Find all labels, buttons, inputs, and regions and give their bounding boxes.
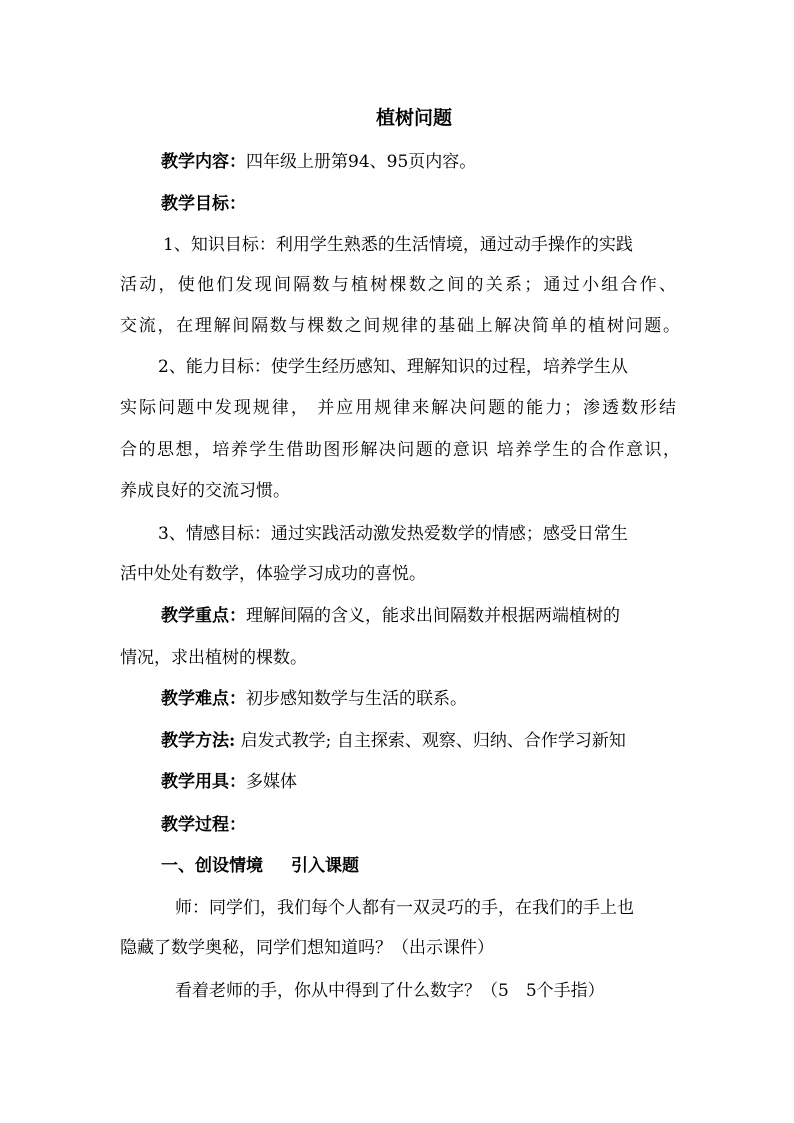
section1-subtitle: 引入课题: [291, 856, 359, 876]
section1-heading: [161, 855, 359, 877]
key-points: [161, 605, 620, 627]
teaching-methods-text: 启发式教学; 自主探索、观察、归纳、合作学习新知: [235, 731, 626, 751]
objective2-line3: 合的思想，培养学生借助图形解决问题的意识 培养学生的合作意识，: [120, 440, 680, 460]
objective1-line3: 交流，在理解间隔数与棵数之间规律的基础上解决简单的植树问题。: [120, 316, 680, 336]
hand-question: 看着老师的手，你从中得到了什么数字？（5 5个手指）: [175, 981, 605, 1001]
objective2-line4: 养成良好的交流习惯。: [120, 481, 290, 501]
teaching-methods: [161, 730, 626, 752]
page-title: 植树问题: [376, 107, 453, 129]
objectives-heading: 教学目标：: [161, 194, 246, 214]
teaching-tools: [161, 771, 297, 793]
objective3-line1: 3、情感目标：通过实践活动激发热爱数学的情感；感受日常生: [158, 524, 628, 544]
teaching-tools-text: 多媒体: [246, 772, 297, 792]
teaching-content-text: 四年级上册第94、95页内容。: [246, 152, 477, 172]
teaching-content-label: 教学内容：: [161, 152, 246, 172]
key-points-label: 教学重点：: [161, 606, 246, 626]
teacher-speech-line2: 隐藏了数学奥秘，同学们想知道吗？（出示课件）: [120, 938, 494, 958]
objective2-line2: 实际问题中发现规律， 并应用规律来解决问题的能力；渗透数形结: [120, 398, 676, 418]
teaching-tools-label: 教学用具：: [161, 772, 246, 792]
section1-title: 一、创设情境: [161, 856, 263, 876]
difficulty-text: 初步感知数学与生活的联系。: [246, 689, 467, 709]
key-points-text-line2: 情况，求出植树的棵数。: [120, 648, 307, 668]
objective2-line1: 2、能力目标：使学生经历感知、理解知识的过程，培养学生从: [158, 357, 628, 377]
teaching-content: [161, 151, 476, 173]
difficulty-label: 教学难点：: [161, 689, 246, 709]
difficulty: [161, 688, 467, 710]
teaching-methods-label: 教学方法:: [161, 731, 236, 751]
objective1-line1: 1、知识目标：利用学生熟悉的生活情境，通过动手操作的实践: [163, 235, 633, 255]
teacher-speech-line1: 师：同学们，我们每个人都有一双灵巧的手，在我们的手上也: [175, 898, 634, 918]
key-points-text-line1: 理解间隔的含义，能求出间隔数并根据两端植树的: [246, 606, 620, 626]
objective1-line2: 活动，使他们发现间隔数与植树棵数之间的关系；通过小组合作、: [120, 275, 676, 295]
process-heading: 教学过程：: [161, 815, 246, 835]
objective3-line2: 活中处处有数学，体验学习成功的喜悦。: [120, 564, 426, 584]
